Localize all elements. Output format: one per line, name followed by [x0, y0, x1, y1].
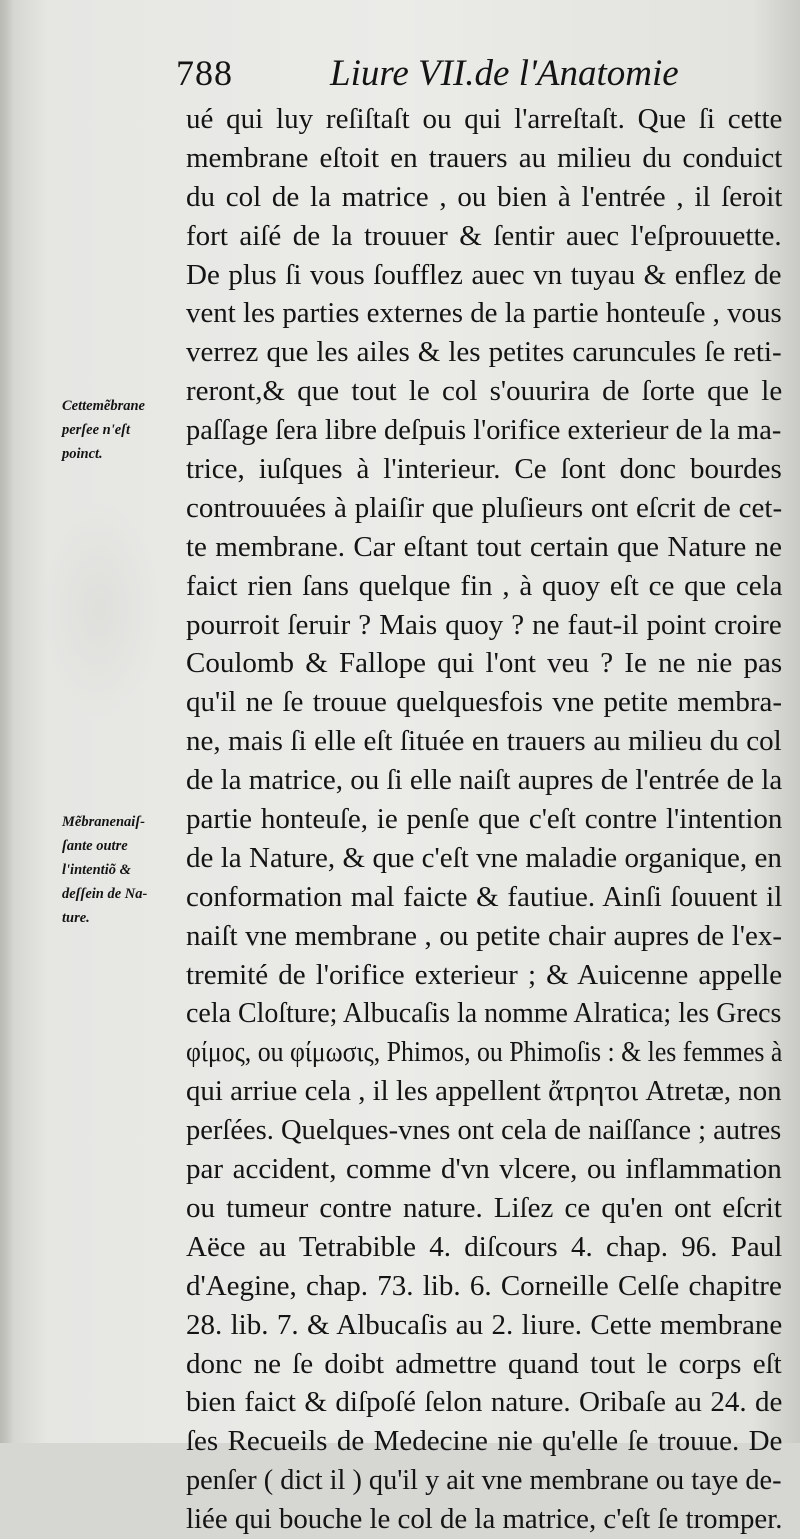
page-edge-shadow: [0, 0, 14, 1443]
text-line: ſes Recueils de Medecine nie qu'elle ſe trouue. De: [186, 1425, 783, 1458]
text-line: qu'il ne ſe trouue quelquesfois vne petite membra-: [186, 686, 782, 719]
text-line: ou tumeur contre nature. Liſez ce qu'en ont eſcrit: [186, 1191, 782, 1224]
text-line: Aëce au Tetrabible 4. diſcours 4. chap. 96. Paul: [186, 1230, 783, 1263]
text-line: ne, mais ſi elle eſt ſituée en trauers au milieu du col: [186, 725, 782, 758]
text-line: controuuées à plaiſir que pluſieurs ont eſcrit de cet-: [186, 491, 783, 524]
text-line: naiſt vne membrane , ou petite chair aupres de l'ex-: [186, 919, 783, 952]
margin-note-line: perſee n'eſt: [62, 422, 131, 438]
text-line: φίμος, ou φίμωσις, Phimos, ou Phimoſis : & les femmes à: [186, 1036, 783, 1069]
text-line: penſer ( dict il ) qu'il y ait vne membrane ou taye de-: [186, 1464, 782, 1497]
text-line: donc ne ſe doibt admettre quand tout le corps eſt: [186, 1347, 782, 1380]
text-line: qui arriue cela , il les appellent ἄτρητοι Atretæ, non: [186, 1075, 782, 1108]
body-text: [186, 100, 782, 1539]
text-line: De plus ſi vous ſoufflez auec vn tuyau & enflez de: [186, 258, 782, 291]
text-line: partie honteuſe, ie penſe que c'eſt contre l'intention: [186, 803, 783, 836]
text-line: reront,& que tout le col s'ouurira de ſorte que le: [186, 375, 783, 408]
text-line: Coulomb & Fallope qui l'ont veu ? Ie ne nie pas: [186, 647, 783, 680]
text-line: membrane eſtoit en trauers au milieu du conduict: [186, 141, 783, 174]
text-line: conformation mal faicte & fautiue. Ainſi ſouuent il: [186, 880, 783, 913]
text-line: d'Aegine, chap. 73. lib. 6. Corneille Celſe chapitre: [186, 1269, 782, 1302]
text-line: du col de la matrice , ou bien à l'entrée , il ſeroit: [186, 180, 783, 213]
text-line: verrez que les ailes & les petites caruncules ſe reti-: [186, 336, 782, 369]
margin-note-line: poinct.: [62, 446, 103, 462]
text-line: perſées. Quelques-vnes ont cela de naiſſance ; autres: [186, 1114, 782, 1147]
text-line: bien faict & diſpoſé ſelon nature. Oribaſe au 24. de: [186, 1386, 783, 1419]
text-line: trice, iuſques à l'interieur. Ce ſont donc bourdes: [186, 453, 782, 486]
text-line: faict rien ſans quelque fin , à quoy eſt ce que cela: [186, 569, 783, 602]
margin-note-line: deſſein de Na-: [62, 886, 148, 902]
margin-note-line: Cettemẽbrane: [62, 398, 145, 414]
text-line: par accident, comme d'vn vlcere, ou inflammation: [186, 1153, 782, 1186]
text-line: vent les parties externes de la partie honteuſe , vous: [186, 297, 782, 330]
text-line: de la Nature, & que c'eſt vne maladie organique, en: [186, 841, 782, 874]
text-line: 28. lib. 7. & Albucaſis au 2. liure. Cette membrane: [186, 1308, 783, 1341]
text-line: de la matrice, ou ſi elle naiſt aupres de l'entrée de la: [186, 764, 783, 797]
text-line: cela Cloſture; Albucaſis la nomme Alratica; les Grecs: [186, 997, 782, 1030]
text-line: ué qui luy reſiſtaſt ou qui l'arreſtaſt. Que ſi cette: [186, 103, 783, 135]
page-number: 788: [176, 53, 233, 93]
margin-note-line: Mẽbranenaiſ-: [62, 814, 145, 830]
ink-bleed-through: [40, 500, 160, 720]
text-line: paſſage ſera libre deſpuis l'orifice exterieur de la ma-: [186, 414, 782, 447]
margin-note-line: ture.: [62, 910, 90, 926]
margin-note-line: l'intentiõ &: [62, 862, 131, 878]
text-line: pourroit ſeruir ? Mais quoy ? ne faut-il point croire: [186, 608, 782, 641]
margin-note-line: ſante outre: [62, 838, 128, 854]
text-line: te membrane. Car eſtant tout certain que Nature ne: [186, 530, 783, 563]
text-line: tremité de l'orifice exterieur ; & Auicenne appelle: [186, 958, 783, 991]
text-line: liée qui bouche le col de la matrice, c'eſt ſe tromper.: [186, 1503, 783, 1536]
margin-note-1: [62, 394, 184, 466]
text-line: fort aiſé de la trouuer & ſentir auec l'eſprouuette.: [186, 219, 782, 252]
page-header: [176, 52, 786, 102]
margin-note-2: [62, 810, 184, 930]
running-title: Liure VII.de l'Anatomie: [330, 53, 679, 94]
